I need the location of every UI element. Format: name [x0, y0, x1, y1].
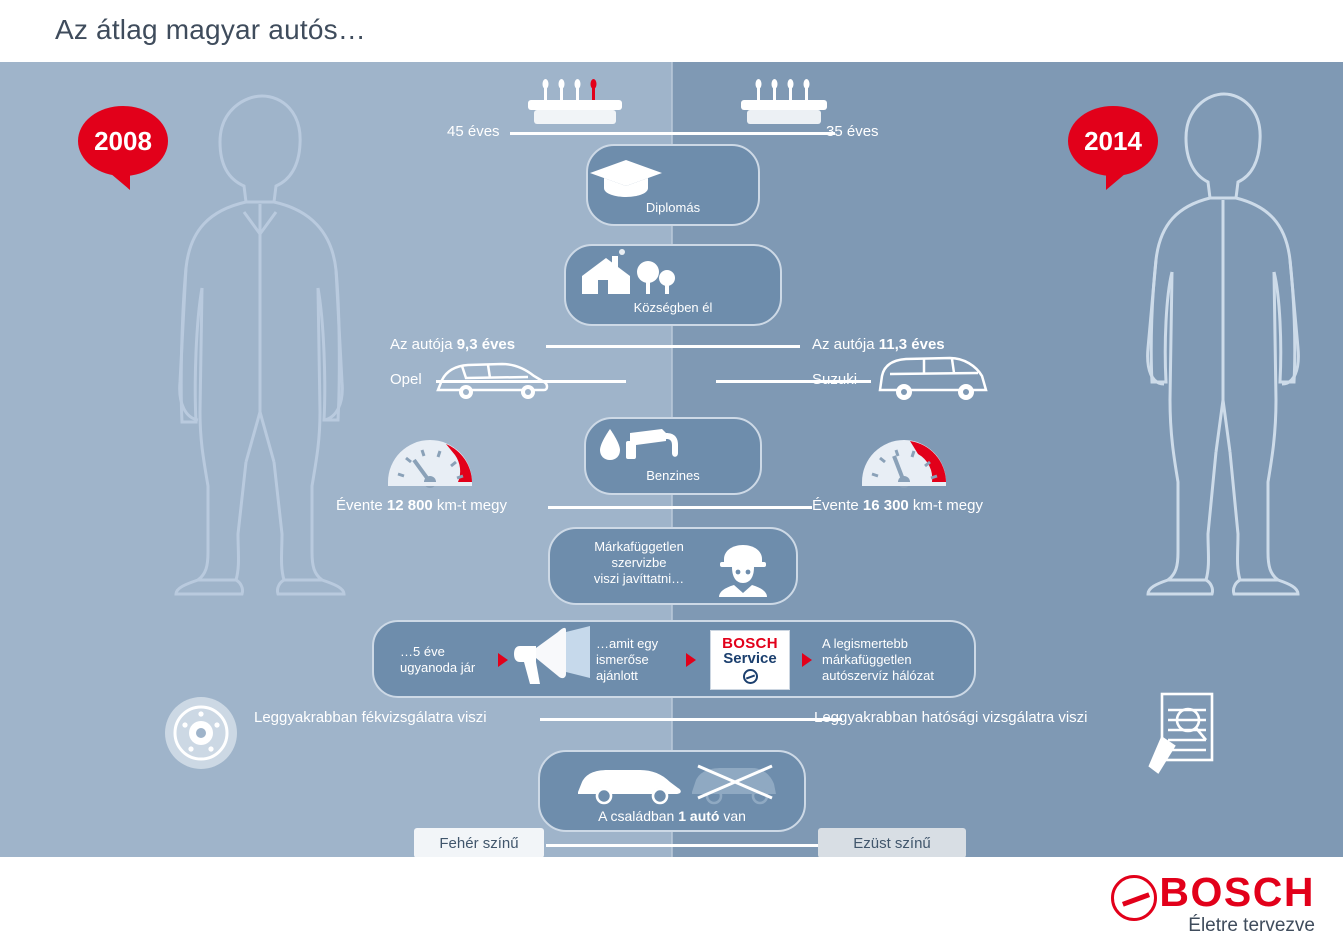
pill-diplomas-label: Diplomás	[645, 200, 701, 215]
inspection-document-icon	[1144, 686, 1228, 776]
cars-icon	[540, 758, 804, 806]
car-age-right-pre: Az autója	[812, 336, 879, 353]
chain-step2-line1: …amit egy	[596, 636, 659, 651]
pill-service-line1: Márkafüggetlen	[594, 539, 684, 554]
pill-village	[564, 244, 782, 326]
chain-step3-text	[822, 636, 972, 684]
mileage-left-bold: 12 800	[386, 497, 433, 514]
car-age-right-label	[812, 336, 945, 353]
chain-arrow-2	[686, 653, 696, 667]
pill-family-cars	[538, 750, 806, 832]
color-left-badge	[414, 828, 544, 857]
mechanic-icon	[714, 541, 772, 597]
car-age-left-pre: Az autója	[390, 336, 457, 353]
chain-step2-line3: ajánlott	[596, 668, 638, 683]
brake-disc-icon	[160, 692, 242, 774]
bosch-claim: Életre tervezve	[1188, 915, 1315, 936]
chain-step1-line2: ugyanoda jár	[400, 660, 476, 675]
chain-step3-line3: autószervíz hálózat	[822, 668, 935, 683]
chain-step1-line1: …5 éve	[400, 644, 445, 659]
brand-left-label: Opel	[390, 371, 422, 388]
mileage-right-label	[812, 497, 983, 514]
page-footer	[0, 857, 1343, 950]
mileage-left-pre: Évente	[336, 497, 387, 514]
mileage-right-post: km-t megy	[908, 497, 983, 514]
family-post: van	[719, 808, 746, 824]
family-pre: A családban	[598, 808, 679, 824]
bosch-wordmark: BOSCH	[1159, 869, 1315, 915]
year-left-label: 2008	[94, 125, 152, 156]
bosch-service-card	[710, 630, 790, 690]
car-age-left-label	[390, 336, 515, 353]
year-right-label: 2014	[1084, 125, 1142, 156]
family-bold: 1 autó	[678, 808, 720, 824]
color-right-badge	[818, 828, 966, 857]
mileage-left-label	[336, 497, 507, 514]
infographic-stage	[0, 62, 1343, 857]
row-line-inspection-right	[562, 718, 842, 721]
pill-service-line3: viszi javíttatni…	[593, 571, 685, 586]
color-left-label: Fehér színű	[439, 834, 519, 852]
bosch-service-brand: BOSCH	[722, 635, 778, 652]
chain-step2-line2: ismerőse	[596, 652, 649, 667]
chain-step3-line1: A legismertebb	[822, 636, 908, 651]
mileage-right-pre: Évente	[812, 497, 863, 514]
pill-diplomas	[586, 144, 760, 226]
silhouette-2008	[150, 82, 370, 602]
speedometer-icon-right	[858, 424, 950, 500]
age-right-label: 35 éves	[826, 123, 879, 140]
bosch-anchor-icon	[1111, 875, 1157, 921]
bosch-service-word: Service	[723, 650, 777, 667]
pill-service-line2: szervizbe	[611, 555, 667, 570]
page-title: Az átlag magyar autós…	[55, 14, 366, 45]
row-line-color-right	[570, 844, 820, 847]
pill-family-label	[540, 808, 804, 824]
car-icon-left	[432, 354, 552, 404]
pill-independent-service	[548, 527, 798, 605]
pill-village-label: Községben él	[633, 300, 713, 315]
car-age-right-bold: 11,3 éves	[878, 336, 945, 353]
chain-step3-line2: márkafüggetlen	[822, 652, 912, 667]
brand-right-label: Suzuki	[812, 371, 858, 388]
age-left-label: 45 éves	[447, 123, 500, 140]
row-line-carage-right	[570, 345, 800, 348]
mileage-right-bold: 16 300	[862, 497, 909, 514]
pill-petrol-label: Benzines	[646, 468, 700, 483]
car-icon-right	[872, 352, 996, 404]
birthday-cake-icon-left	[520, 72, 630, 128]
pill-petrol	[584, 417, 762, 495]
mileage-left-post: km-t megy	[432, 497, 507, 514]
speedometer-icon-left	[384, 424, 476, 500]
megaphone-icon	[506, 624, 596, 696]
graduation-cap-icon	[588, 156, 758, 198]
chain-step1-text	[400, 644, 510, 676]
year-badge-2014	[1068, 106, 1158, 176]
inspection-right-label: Leggyakrabban hatósági vizsgálatra viszi	[814, 709, 1088, 726]
chain-arrow-3	[802, 653, 812, 667]
row-line-mileage-right	[572, 506, 812, 509]
bosch-emblem-icon	[743, 669, 758, 684]
service-chain-panel	[372, 620, 976, 698]
car-age-left-bold: 9,3 éves	[456, 336, 516, 353]
color-right-label: Ezüst színű	[853, 834, 931, 852]
birthday-cake-icon-right	[735, 72, 835, 128]
village-house-icon	[566, 254, 780, 298]
year-badge-2008	[78, 106, 168, 176]
bosch-logo	[1159, 871, 1315, 937]
fuel-nozzle-icon	[586, 427, 760, 467]
page-header	[0, 0, 1343, 62]
row-line-age-right	[545, 132, 835, 135]
inspection-left-label: Leggyakrabban fékvizsgálatra viszi	[254, 709, 487, 726]
